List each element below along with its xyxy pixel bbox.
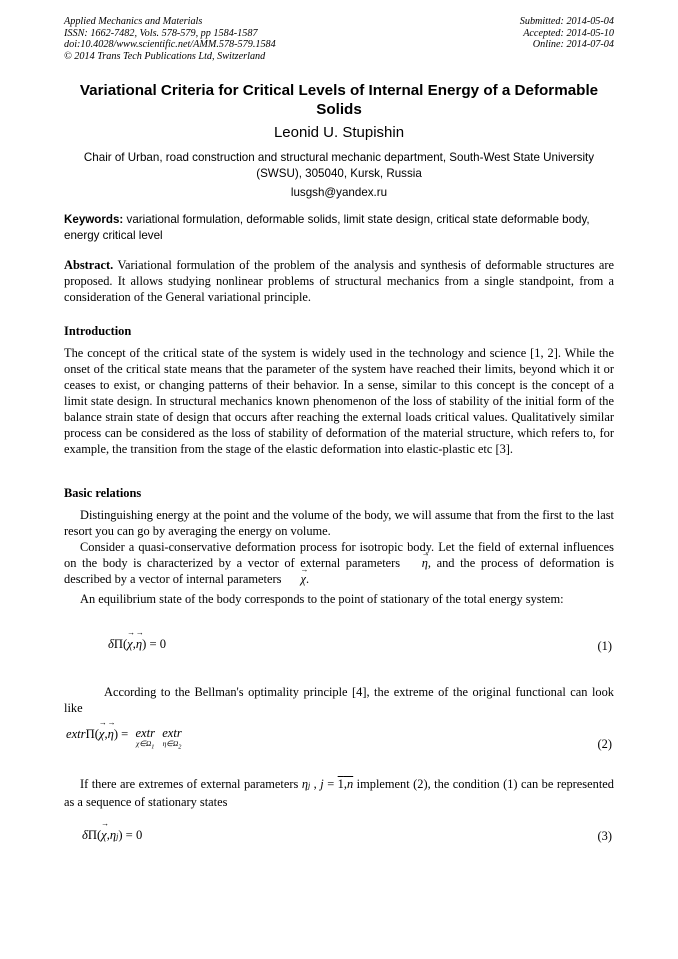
- keywords-label: Keywords:: [64, 213, 124, 226]
- chi-vector-symbol: χ →: [285, 571, 306, 587]
- eta-vector-symbol: η →: [406, 555, 428, 571]
- basic-paragraph-2c: .: [306, 572, 310, 586]
- journal-info: [64, 16, 276, 62]
- equation-1-number: (1): [597, 639, 612, 653]
- basic-relations-heading: Basic relations: [64, 486, 142, 500]
- accepted-date: Accepted: 2014-05-10: [523, 27, 614, 39]
- author-affiliation: Chair of Urban, road construction and structural mechanic department, South-West State University (SWSU), 305040, Kursk, Russia: [83, 151, 595, 180]
- basic-paragraph-4: According to the Bellman's optimality principle [4], the extreme of the original functional can look like: [64, 685, 614, 715]
- submitted-date: Submitted: 2014-05-04: [519, 16, 614, 27]
- basic-paragraph-2b: , and the process of deformation is described by a vector of internal parameters: [64, 556, 614, 586]
- equation-3: δΠ(χ →,ηj) = 0: [82, 828, 142, 843]
- copyright-line: © 2014 Trans Tech Publications Ltd, Switzerland: [64, 50, 266, 62]
- basic-paragraph-3: An equilibrium state of the body corresponds to the point of stationary of the total energy system:: [80, 592, 564, 606]
- journal-name: Applied Mechanics and Materials: [64, 16, 203, 27]
- equation-2-number: (2): [597, 737, 612, 751]
- paper-title: Variational Criteria for Critical Levels of Internal Energy of a Deformable Solids: [79, 82, 599, 118]
- author-name: Leonid U. Stupishin: [273, 124, 405, 141]
- introduction-text: The concept of the critical state of the system is widely used in the technology and science [1, 2]. While the onset of the critical state means that the parameter of the system have reached their limits, beyond which it or ceases to exist, or changing patterns of their behavior. In a sense, similar to this concept is the concept of a limit state design. In structural mechanics known phenomenon of the loss of stability of the initial form of the balance strain state of design that occurs after reaching the external loads critical values. Qualitatively similar process can be considered as the loss of stability of deformation of the material structure, which refers to, for example, the transition from the stage of the elastic deformation into elastic-plastic etc [3].: [64, 346, 614, 456]
- eta-j-range: ηj , j = 1,n: [301, 777, 354, 791]
- equation-1: δΠ(χ →,η →) = 0: [108, 637, 166, 652]
- basic-paragraph-5a: If there are extremes of external parameters: [80, 777, 299, 791]
- keywords-block: [64, 212, 614, 243]
- keywords-text: variational formulation, deformable solids, limit state design, critical state deformable body, energy critical level: [64, 213, 590, 242]
- basic-paragraph-5b: implement (2), the condition (1) can be represented as a sequence of stationary states: [64, 777, 614, 809]
- basic-paragraph-2a: Consider a quasi-conservative deformation process for isotropic body. Let the field of external influences on the body is characterized by a vector of external parameters: [64, 540, 614, 570]
- dates-info: [520, 16, 614, 51]
- issn-line: ISSN: 1662-7482, Vols. 578-579, pp 1584-1587: [64, 27, 258, 39]
- equation-2: extrΠ(χ →,η →) = extr $\chi\in\Omega_1$ extr $\eta\in\Omega_2$: [66, 727, 182, 752]
- doi-line[interactable]: doi:10.4028/www.scientific.net/AMM.578-579.1584: [64, 39, 276, 50]
- abstract-label: Abstract.: [64, 258, 114, 272]
- basic-paragraph-2: [64, 539, 614, 587]
- abstract-text: Variational formulation of the problem of the analysis and synthesis of deformable structures are proposed. It allows studying nonlinear problems of structural mechanics from a single standpoint, from a consideration of the General variational principle.: [64, 258, 615, 304]
- equation-3-number: (3): [597, 829, 612, 843]
- basic-paragraph-1: Distinguishing energy at the point and the volume of the body, we will assume that from the first to the last resort you can go by averaging the energy on volume.: [64, 508, 614, 538]
- basic-paragraph-5: [64, 776, 614, 810]
- introduction-heading: Introduction: [64, 324, 132, 338]
- author-email[interactable]: lusgsh@yandex.ru: [290, 186, 388, 199]
- online-date: Online: 2014-07-04: [532, 39, 614, 50]
- abstract-block: [64, 257, 614, 305]
